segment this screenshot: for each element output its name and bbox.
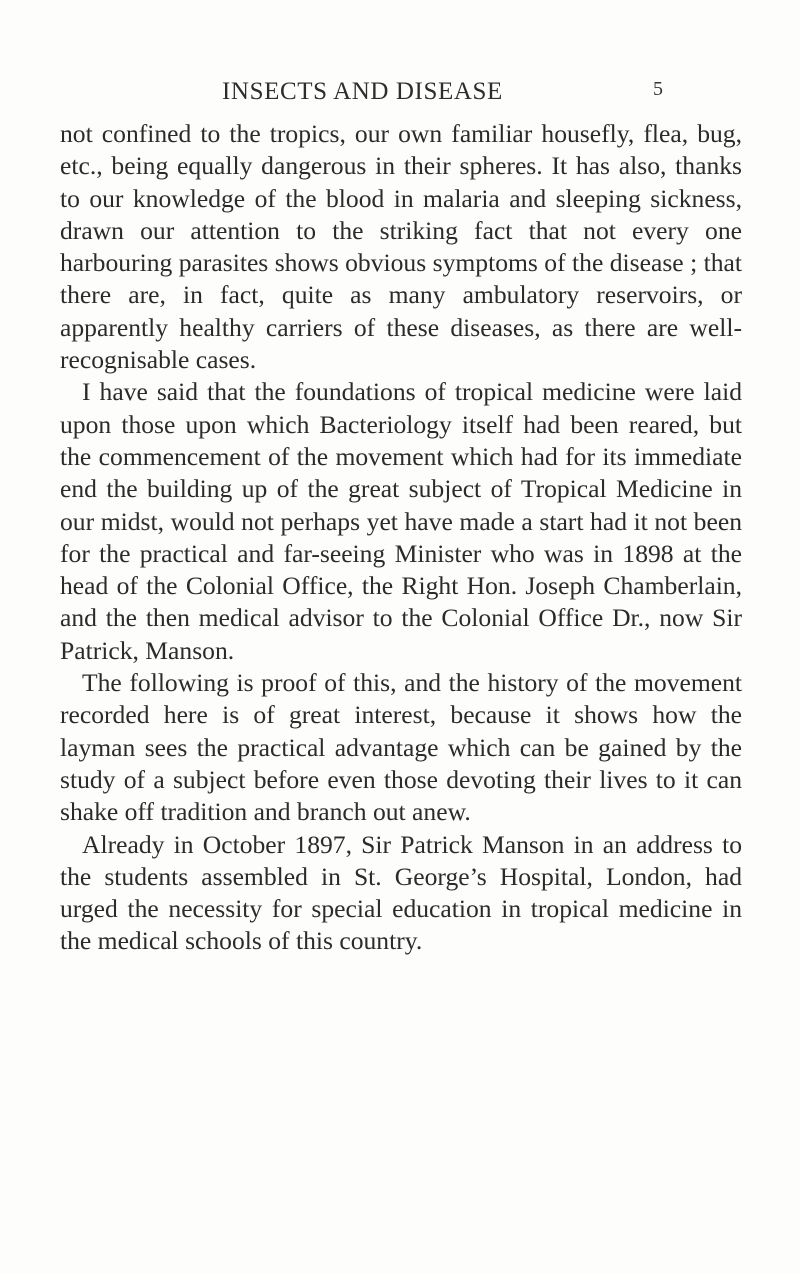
page-number: 5 bbox=[653, 78, 663, 100]
paragraph: not confined to the tropics, our own familiar housefly, flea, bug, etc., being equally dangerous in their spheres. It has also, thanks to our knowledge of the blood in malaria and sleeping sickness, drawn our attention to the striking fact that not every one harbouring parasites shows obvious symptoms of the disease ; that there are, in fact, quite as many ambulatory reservoirs, or apparently healthy carriers of these diseases, as there are well-recognisable cases. bbox=[60, 119, 742, 375]
body-text bbox=[60, 118, 742, 958]
page-header bbox=[0, 78, 800, 118]
paragraph: Already in October 1897, Sir Patrick Manson in an address to the students assembled in St. George’s Hospital, London, had urged the necessity for special education in tropical medicine in the medical schools of this country. bbox=[60, 829, 742, 956]
running-head: INSECTS AND DISEASE bbox=[222, 78, 503, 105]
paragraph: The following is proof of this, and the history of the movement recorded here is of great interest, because it shows how the layman sees the practical advantage which can be gained by the study of a subject before even those devoting their lives to it can shake off tradition and branch out anew. bbox=[60, 668, 742, 827]
paragraph: I have said that the foundations of tropical medicine were laid upon those upon which Bacteriology itself had been reared, but the commencement of the movement which had for its immediate end the building up of the great subject of Tropical Medicine in our midst, would not perhaps yet have made a start had it not been for the practical and far-seeing Minister who was in 1898 at the head of the Colonial Office, the Right Hon. Joseph Chamberlain, and the then medical advisor to the Colonial Office Dr., now Sir Patrick, Manson. bbox=[60, 377, 742, 665]
